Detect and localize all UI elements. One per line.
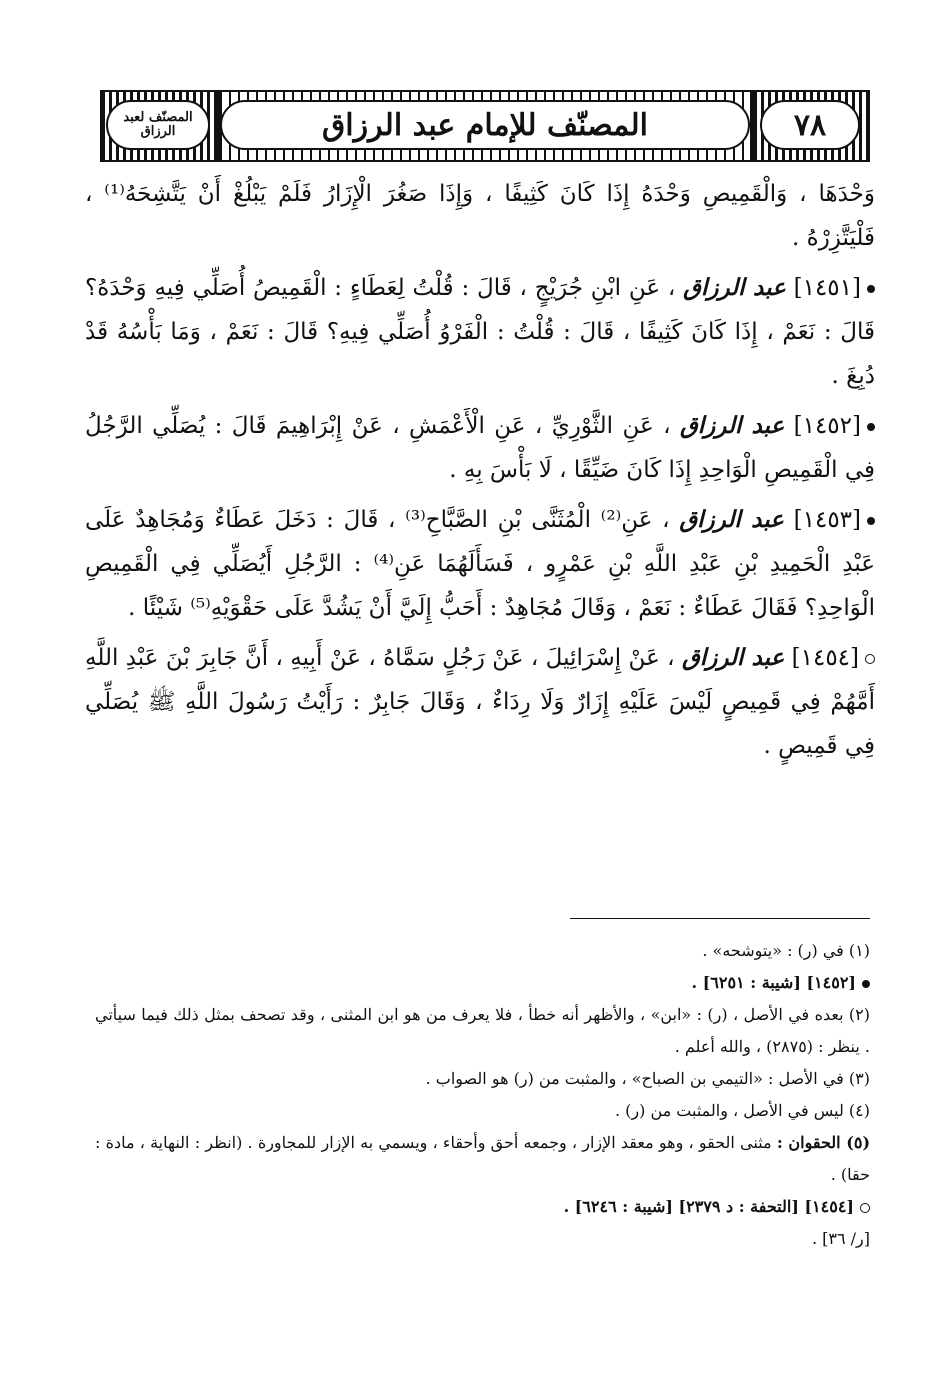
footnotes	[95, 935, 870, 1255]
hadith-text: ، عَنِ ابْنِ جُرَيْجٍ ، قَالَ : قُلْتُ لِعَطَاءٍ : الْقَمِيصُ أُصَلِّي فِيهِ وَحْدَهُ؟ قَالَ : نَعَمْ ، إِذَا كَانَ كَثِيفًا ، قَالَ : قُلْتُ : الْفَرْوُ أُصَلِّي فِيهِ؟ قَالَ : نَعَمْ ، وَمَا بَأْسُهُ قَدْ دُبِغَ .	[85, 275, 875, 389]
bullet-icon	[867, 517, 875, 525]
hadith-text: ، عَنِ الثَّوْرِيِّ ، عَنِ الْأَعْمَشِ ، عَنْ إِبْرَاهِيمَ قَالَ : يُصَلِّي الرَّجُلُ فِي الْقَمِيصِ الْوَاحِدِ إِذَا كَانَ ضَيِّقًا ، لَا بَأْسَ بِهِ .	[85, 413, 875, 483]
footnote-manuscript-ref: [ر/ ٣٦] .	[811, 1229, 870, 1248]
main-text	[85, 172, 875, 774]
hadith-1454	[85, 636, 875, 768]
circle-icon	[865, 654, 875, 664]
hadith-1451	[85, 266, 875, 398]
hadith-1453	[85, 498, 875, 630]
bullet-icon	[862, 980, 870, 988]
hadith-text: ، عَنِ⁽²⁾ الْمُثَنَّى بْنِ الصَّبَّاحِ⁽³⁾ ، قَالَ : دَخَلَ عَطَاءٌ وَمُجَاهِدٌ عَلَى عَبْدِ الْحَمِيدِ بْنِ عَبْدِ اللَّهِ بْنِ عَمْرٍو ، فَسَأَلَهُمَا عَنِ⁽⁴⁾ : الرَّجُلِ أَيُصَلِّي فِي الْقَمِيصِ الْوَاحِدِ؟ فَقَالَ عَطَاءٌ : نَعَمْ ، وَقَالَ مُجَاهِدٌ : أَحَبُّ إِلَيَّ أَنْ يَشُدَّ عَلَى حَقْوَيْهِ⁽⁵⁾ شَيْئًا .	[85, 507, 875, 621]
hadith-number: [١٤٥٣]	[793, 507, 862, 533]
footnote-3: (٣) في الأصل : «التيمي بن الصباح» ، والمثبت من (ر) هو الصواب .	[425, 1069, 870, 1088]
narrator-source: عبد الرزاق	[683, 274, 786, 301]
footnote-5: (٥) الحقوان : مثنى الحقو ، وهو معقد الإزار ، وجمعه أحق وأحقاء ، ويسمي به الإزار للمجاورة . (انظر : النهاية ، مادة : حقا) .	[95, 1133, 871, 1184]
book-logo: المصنّف لعبد الرزاق	[106, 100, 210, 150]
footnote-4: (٤) ليس في الأصل ، والمثبت من (ر) .	[614, 1101, 870, 1120]
page-number: ٧٨	[760, 100, 860, 150]
running-title: المصنّف للإمام عبد الرزاق	[220, 100, 750, 150]
narrator-source: عبد الرزاق	[681, 644, 785, 671]
hadith-text: ، عَنْ إِسْرَائِيلَ ، عَنْ رَجُلٍ سَمَّاهُ ، عَنْ أَبِيهِ ، أَنَّ جَابِرَ بْنَ عَبْدِ اللَّهِ أَمَّهُمْ فِي قَمِيصٍ لَيْسَ عَلَيْهِ إِزَارٌ وَلَا رِدَاءٌ ، وَقَالَ جَابِرٌ : رَأَيْتُ رَسُولَ اللَّهِ ﷺ يُصَلِّي فِي قَمِيصٍ .	[85, 645, 875, 759]
bullet-icon	[867, 423, 875, 431]
footnote-2: (٢) بعده في الأصل ، (ر) : «ابن» ، والأظهر أنه خطأ ، فلا يعرف من هو ابن المثنى ، وقد تصحف بمثل ذلك فيما سيأتي . ينظر : (٢٨٧٥) ، والله أعلم .	[95, 1005, 870, 1056]
hadith-number: [١٤٥١]	[793, 275, 861, 301]
bullet-icon	[867, 285, 875, 293]
paragraph-continuation: وَحْدَهَا ، وَالْقَمِيصِ وَحْدَهُ إِذَا كَانَ كَثِيفًا ، وَإِذَا صَغُرَ الْإِزَارُ فَلَمْ يَبْلُغْ أَنْ يَتَّشِحَهُ⁽¹⁾ ، فَلْيَتَّزِرْهُ .	[85, 181, 876, 251]
hadith-1452	[85, 404, 875, 492]
hadith-number: [١٤٥٤]	[791, 645, 860, 671]
footnote-ref-1452: [١٤٥٢] [شيبة : ٦٢٥١] .	[95, 967, 870, 999]
circle-icon	[860, 1203, 870, 1213]
narrator-source: عبد الرزاق	[679, 412, 785, 439]
page-header	[100, 90, 870, 162]
footnote-1: (١) في (ر) : «يتوشحه» .	[702, 941, 870, 960]
footnote-ref-1454: [١٤٥٤] [التحفة : د ٢٣٧٩] [شيبة : ٦٢٤٦] .	[95, 1191, 870, 1223]
hadith-number: [١٤٥٢]	[793, 413, 861, 439]
narrator-source: عبد الرزاق	[679, 506, 784, 533]
footnote-divider	[570, 918, 870, 919]
